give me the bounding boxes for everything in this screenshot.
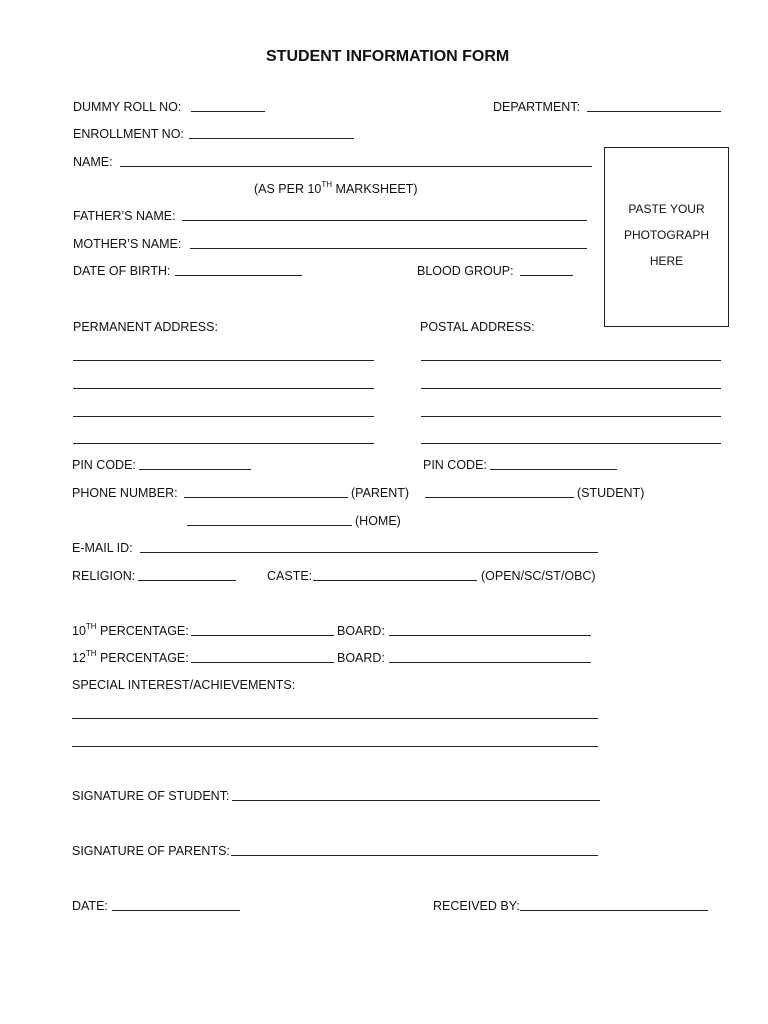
postal-address-line-4[interactable] bbox=[421, 443, 721, 444]
dummy-roll-label: DUMMY ROLL NO: bbox=[73, 100, 182, 114]
department-field[interactable] bbox=[587, 111, 721, 112]
permanent-address-line-1[interactable] bbox=[73, 360, 374, 361]
blood-group-field[interactable] bbox=[520, 275, 573, 276]
enrollment-field[interactable] bbox=[189, 138, 354, 139]
permanent-address-line-4[interactable] bbox=[73, 443, 374, 444]
phone-student-field[interactable] bbox=[425, 497, 574, 498]
phone-parent-field[interactable] bbox=[184, 497, 348, 498]
phone-student-tag: (STUDENT) bbox=[577, 486, 645, 500]
permanent-pin-label: PIN CODE: bbox=[72, 458, 136, 472]
postal-address-line-3[interactable] bbox=[421, 416, 721, 417]
special-interest-label: SPECIAL INTEREST/ACHIEVEMENTS: bbox=[72, 678, 296, 692]
dob-label: DATE OF BIRTH: bbox=[73, 264, 171, 278]
name-label: NAME: bbox=[73, 155, 113, 169]
religion-label: RELIGION: bbox=[72, 569, 136, 583]
fathers-name-label: FATHER’S NAME: bbox=[73, 209, 176, 223]
signature-parents-field[interactable] bbox=[231, 855, 598, 856]
enrollment-label: ENROLLMENT NO: bbox=[73, 127, 184, 141]
blood-group-label: BLOOD GROUP: bbox=[417, 264, 514, 278]
twelfth-board-label: BOARD: bbox=[337, 651, 385, 665]
name-note: (AS PER 10TH MARKSHEET) bbox=[254, 179, 418, 196]
date-label: DATE: bbox=[72, 899, 108, 913]
permanent-address-line-3[interactable] bbox=[73, 416, 374, 417]
special-interest-line-1[interactable] bbox=[72, 718, 598, 719]
received-by-field[interactable] bbox=[520, 910, 708, 911]
photo-box[interactable] bbox=[604, 147, 729, 327]
twelfth-board-field[interactable] bbox=[389, 662, 591, 663]
postal-address-label: POSTAL ADDRESS: bbox=[420, 320, 535, 334]
caste-label: CASTE: bbox=[267, 569, 313, 583]
signature-student-field[interactable] bbox=[232, 800, 600, 801]
tenth-board-label: BOARD: bbox=[337, 624, 385, 638]
mothers-name-label: MOTHER’S NAME: bbox=[73, 237, 182, 251]
phone-home-field[interactable] bbox=[187, 525, 352, 526]
permanent-pin-field[interactable] bbox=[139, 469, 251, 470]
signature-student-label: SIGNATURE OF STUDENT: bbox=[72, 789, 230, 803]
date-field[interactable] bbox=[112, 910, 240, 911]
permanent-address-line-2[interactable] bbox=[73, 388, 374, 389]
tenth-percentage-label: 10TH PERCENTAGE: bbox=[72, 621, 189, 638]
phone-home-tag: (HOME) bbox=[355, 514, 401, 528]
phone-parent-tag: (PARENT) bbox=[351, 486, 410, 500]
department-label: DEPARTMENT: bbox=[493, 100, 581, 114]
caste-field[interactable] bbox=[313, 580, 477, 581]
tenth-percentage-field[interactable] bbox=[191, 635, 334, 636]
page-title: STUDENT INFORMATION FORM bbox=[266, 48, 510, 65]
postal-address-line-1[interactable] bbox=[421, 360, 721, 361]
received-by-label: RECEIVED BY: bbox=[433, 899, 520, 913]
signature-parents-label: SIGNATURE OF PARENTS: bbox=[72, 844, 230, 858]
photo-box-text: PASTE YOUR PHOTOGRAPH HERE bbox=[623, 202, 710, 268]
name-field[interactable] bbox=[120, 166, 592, 167]
special-interest-line-2[interactable] bbox=[72, 746, 598, 747]
dob-field[interactable] bbox=[175, 275, 302, 276]
twelfth-percentage-field[interactable] bbox=[191, 662, 334, 663]
dummy-roll-field[interactable] bbox=[191, 111, 265, 112]
religion-field[interactable] bbox=[138, 580, 236, 581]
permanent-address-label: PERMANENT ADDRESS: bbox=[73, 320, 218, 334]
phone-label: PHONE NUMBER: bbox=[72, 486, 178, 500]
mothers-name-field[interactable] bbox=[190, 248, 587, 249]
tenth-board-field[interactable] bbox=[389, 635, 591, 636]
email-field[interactable] bbox=[140, 552, 598, 553]
postal-pin-field[interactable] bbox=[490, 469, 617, 470]
fathers-name-field[interactable] bbox=[182, 220, 587, 221]
postal-pin-label: PIN CODE: bbox=[423, 458, 487, 472]
postal-address-line-2[interactable] bbox=[421, 388, 721, 389]
caste-options: (OPEN/SC/ST/OBC) bbox=[481, 569, 596, 583]
twelfth-percentage-label: 12TH PERCENTAGE: bbox=[72, 648, 189, 665]
email-label: E-MAIL ID: bbox=[72, 541, 133, 555]
